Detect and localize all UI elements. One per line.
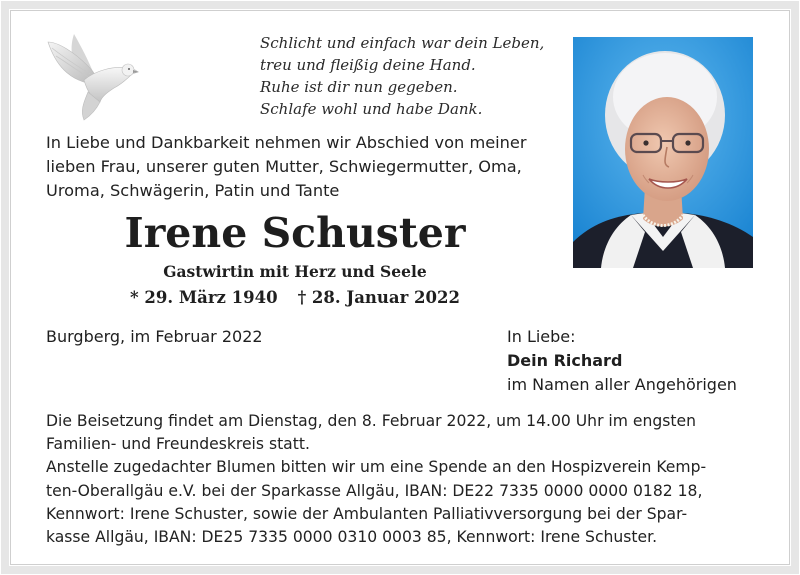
poem-line: Schlafe wohl und habe Dank. [260, 100, 483, 118]
poem [260, 32, 544, 120]
birth-date: * 29. März 1940 [130, 288, 278, 307]
signature-intro: In Liebe: [507, 327, 576, 346]
death-date: † 28. Januar 2022 [297, 288, 460, 307]
life-dates [90, 286, 500, 310]
dove-icon [44, 30, 144, 122]
portrait-photo [573, 37, 753, 268]
deceased-name: Irene Schuster [124, 209, 466, 257]
intro-line: lieben Frau, unserer guten Mutter, Schwiegermutter, Oma, [46, 157, 522, 176]
signature-block [507, 325, 737, 397]
notice-line: ten-Oberallgäu e.V. bei der Sparkasse Allgäu, IBAN: DE22 7335 0000 0000 0182 18, [46, 481, 703, 500]
place-date: Burgberg, im Februar 2022 [46, 327, 263, 346]
signature-relatives: im Namen aller Angehörigen [507, 375, 737, 394]
notice-line: Die Beisetzung findet am Dienstag, den 8. Februar 2022, um 14.00 Uhr im engsten [46, 412, 697, 430]
intro-text [46, 131, 556, 203]
notice-line: Anstelle zugedachter Blumen bitten wir um eine Spende an den Hospizverein Kemp- [46, 458, 707, 477]
funeral-notice [46, 410, 756, 549]
poem-line: treu und fleißig deine Hand. [260, 56, 476, 74]
intro-line: In Liebe und Dankbarkeit nehmen wir Abschied von meiner [46, 133, 527, 152]
poem-line: Schlicht und einfach war dein Leben, [260, 34, 545, 52]
notice-line: Kennwort: Irene Schuster, sowie der Ambulanten Palliativversorgung bei der Spar- [46, 504, 688, 523]
intro-line: Uroma, Schwägerin, Patin und Tante [46, 181, 340, 200]
deceased-subtitle: Gastwirtin mit Herz und Seele [163, 262, 427, 281]
signature-name: Dein Richard [507, 351, 623, 370]
notice-line: Familien- und Freundeskreis statt. [46, 435, 310, 454]
poem-line: Ruhe ist dir nun gegeben. [260, 78, 458, 96]
notice-line: kasse Allgäu, IBAN: DE25 7335 0000 0310 0003 85, Kennwort: Irene Schuster. [46, 528, 658, 547]
portrait-illustration [573, 37, 753, 268]
